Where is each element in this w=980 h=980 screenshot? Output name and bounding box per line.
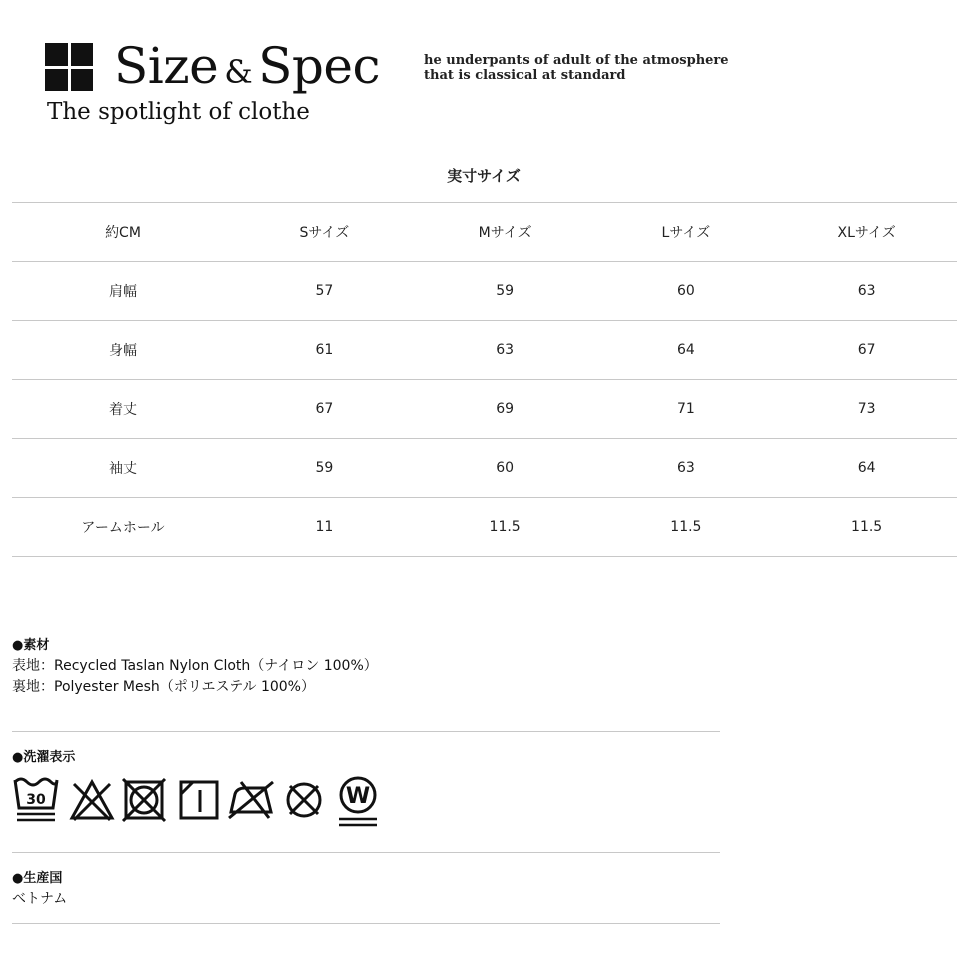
table-header-cell: Sサイズ — [234, 203, 415, 262]
tagline-line-2: that is classical at standard — [424, 68, 626, 83]
no-bleach-icon — [68, 772, 116, 824]
table-header-row — [12, 203, 957, 262]
origin-country: ベトナム — [12, 891, 68, 907]
table-cell: 67 — [234, 380, 415, 439]
table-row — [12, 498, 957, 557]
table-row-label: 肩幅 — [12, 262, 234, 321]
table-row-label: 袖丈 — [12, 439, 234, 498]
divider — [12, 731, 720, 732]
table-cell: 11.5 — [415, 498, 596, 557]
table-cell: 60 — [596, 262, 777, 321]
brand-title-amp: & — [224, 53, 253, 91]
table-cell: 69 — [415, 380, 596, 439]
table-cell: 64 — [776, 439, 957, 498]
table-row-label: 着丈 — [12, 380, 234, 439]
table-cell: 11.5 — [776, 498, 957, 557]
brand-logo-icon — [45, 43, 93, 91]
table-header-cell: 約CM — [12, 203, 234, 262]
material-outer: 表地：Recycled Taslan Nylon Cloth（ナイロン 100%） — [12, 658, 378, 674]
table-row — [12, 321, 957, 380]
care-section — [12, 748, 720, 768]
table-cell: 57 — [234, 262, 415, 321]
care-heading: ●洗濯表示 — [12, 750, 76, 765]
table-header-cell: Lサイズ — [596, 203, 777, 262]
brand-title-size: Size — [114, 37, 219, 95]
table-cell: 71 — [596, 380, 777, 439]
material-heading: ●素材 — [12, 638, 50, 653]
table-cell: 67 — [776, 321, 957, 380]
wash-30-icon — [12, 772, 60, 828]
brand-subtitle: The spotlight of clothe — [47, 99, 310, 125]
brand-title — [114, 36, 380, 102]
origin-heading: ●生産国 — [12, 871, 63, 886]
table-cell: 59 — [415, 262, 596, 321]
table-header-cell: Mサイズ — [415, 203, 596, 262]
brand-tagline — [424, 53, 744, 83]
gentle-wet-clean-icon — [334, 772, 382, 830]
table-cell: 60 — [415, 439, 596, 498]
table-cell: 63 — [776, 262, 957, 321]
size-table — [12, 202, 957, 557]
table-row-label: アームホール — [12, 498, 234, 557]
table-cell: 59 — [234, 439, 415, 498]
table-header-cell: XLサイズ — [776, 203, 957, 262]
wash-temp-label: 30 — [26, 792, 46, 808]
material-lining: 裏地：Polyester Mesh（ポリエステル 100%） — [12, 679, 315, 695]
tagline-line-1: he underpants of adult of the atmosphere — [424, 53, 729, 68]
table-row — [12, 380, 957, 439]
line-dry-shade-icon — [175, 772, 223, 824]
wet-clean-letter: W — [345, 784, 371, 809]
table-cell: 63 — [596, 439, 777, 498]
table-cell: 11.5 — [596, 498, 777, 557]
table-cell: 63 — [415, 321, 596, 380]
material-section — [12, 636, 720, 698]
origin-section — [12, 869, 720, 910]
divider — [12, 923, 720, 924]
table-cell: 64 — [596, 321, 777, 380]
table-cell: 73 — [776, 380, 957, 439]
brand-title-spec: Spec — [258, 37, 381, 95]
no-tumble-dry-icon — [120, 772, 168, 824]
table-row — [12, 439, 957, 498]
table-cell: 11 — [234, 498, 415, 557]
no-iron-icon — [225, 772, 277, 824]
divider — [12, 852, 720, 853]
size-table-title: 実寸サイズ — [447, 167, 521, 185]
no-dry-clean-icon — [280, 772, 328, 824]
table-row-label: 身幅 — [12, 321, 234, 380]
table-row — [12, 262, 957, 321]
table-cell: 61 — [234, 321, 415, 380]
